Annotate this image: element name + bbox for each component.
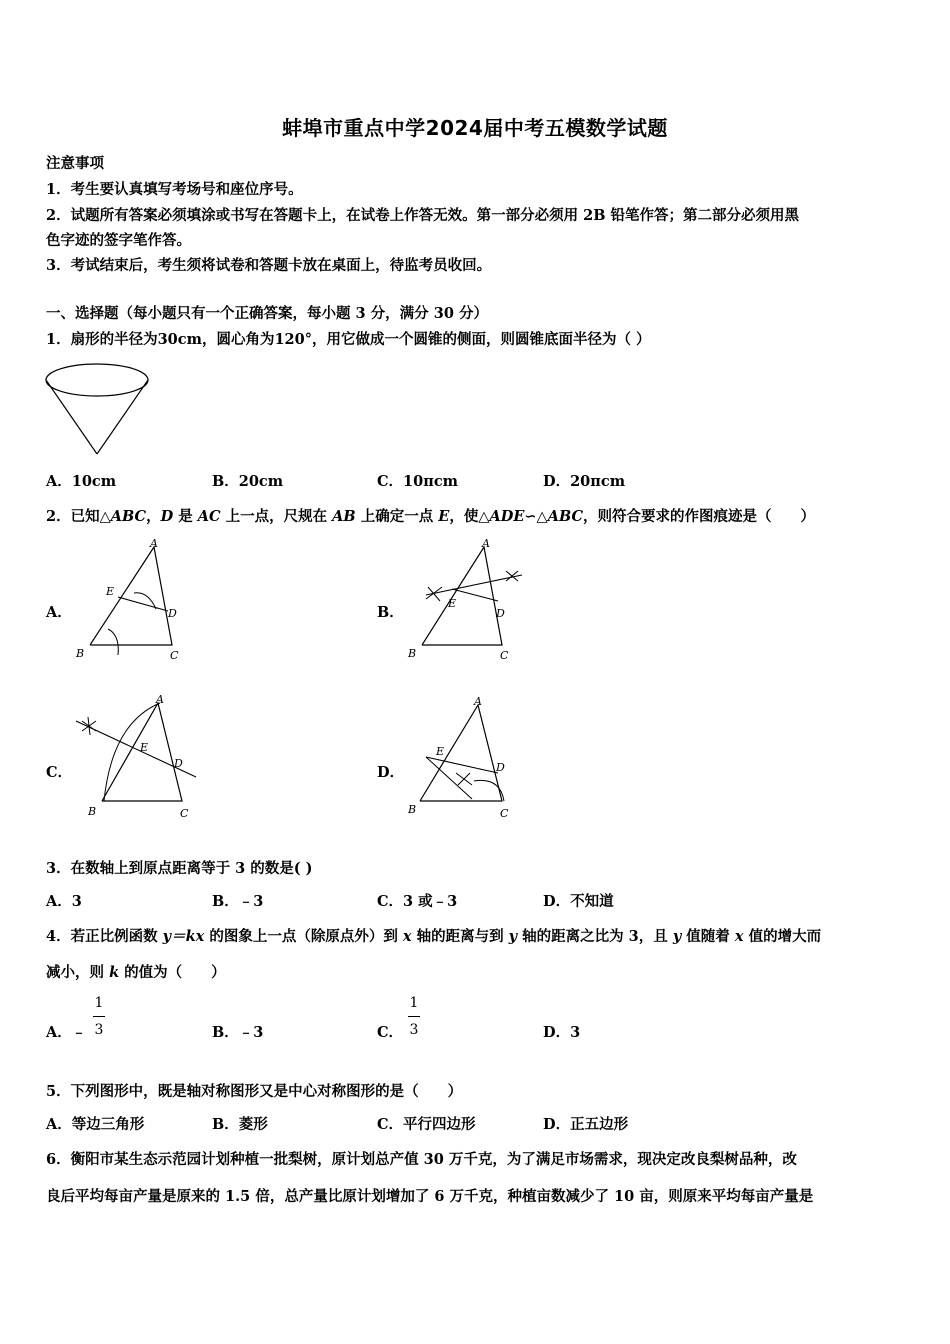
q2-figure-d [402,693,532,823]
svg-text:B: B [408,803,417,816]
notice-item-3: 3．考试结束后，考生须将试卷和答题卡放在桌面上，待监考员收回。 [46,257,492,274]
svg-text:D: D [174,757,183,770]
q4-option-b[interactable]: B．﹣3 [212,1024,264,1041]
svg-text:A: A [482,537,490,550]
notice-item-2-line-1: 2．试题所有答案必须填涂或书写在答题卡上，在试卷上作答无效。第一部分必须用 2B 铅笔作答；第二部分必须用黑 [46,207,800,224]
q4-option-a[interactable]: A．﹣ [46,1024,87,1041]
q3-option-c[interactable]: C．3 或﹣3 [377,893,458,910]
q3-stem: 3．在数轴上到原点距离等于 3 的数是( ) [46,860,313,877]
svg-text:C: C [180,807,189,820]
q5-option-d[interactable]: D．正五边形 [543,1116,629,1133]
q1-stem: 1．扇形的半径为30cm，圆心角为120°，用它做成一个圆锥的侧面，则圆锥底面半径为（ ） [46,331,651,348]
q4-option-a-frac-bar [93,1016,105,1017]
svg-text:B: B [88,805,97,818]
cone-side-left [46,380,97,454]
notice-item-1: 1．考生要认真填写考场号和座位序号。 [46,181,303,198]
q1-option-b[interactable]: B．20cm [212,473,284,490]
q2-option-c-label[interactable]: C． [46,764,73,781]
q3-option-b[interactable]: B．﹣3 [212,893,264,910]
point-a-label: A [150,537,158,550]
cone-side-right [97,380,148,454]
point-d-label: D [168,607,177,620]
svg-text:C: C [500,807,509,820]
svg-text:C: C [500,649,509,662]
svg-text:E: E [436,745,445,758]
q3-option-d[interactable]: D．不知道 [543,893,614,910]
q6-stem-line-1: 6．衡阳市某生态示范园计划种植一批梨树，原计划总产值 30 万千克，为了满足市场需求，现决定改良梨树品种，改 [46,1151,797,1168]
q1-option-c[interactable]: C．10πcm [377,473,459,490]
svg-text:D: D [496,607,505,620]
q2-figure-a [70,535,190,660]
page-title: 蚌埠市重点中学2024届中考五模数学试题 [282,116,668,140]
q5-option-a[interactable]: A．等边三角形 [46,1116,145,1133]
cone-figure [44,360,156,460]
q4-option-a-frac-den: 3 [94,1022,104,1038]
q4-option-a-frac-num: 1 [94,995,104,1011]
q5-option-b[interactable]: B．菱形 [212,1116,268,1133]
q2-stem: 2．已知△ABC，D 是 AC 上一点，尺规在 AB 上确定一点 E，使△ADE∽△ABC，则符合要求的作图痕迹是（ ） [46,508,816,525]
q2-figure-c [70,693,210,823]
svg-text:E: E [140,741,149,754]
svg-text:E: E [448,597,457,610]
q4-option-c-frac-num: 1 [409,995,419,1011]
q6-stem-line-2: 良后平均每亩产量是原来的 1.5 倍，总产量比原计划增加了 6 万千克，种植亩数减少了 10 亩，则原来平均每亩产量是 [46,1188,814,1205]
q2-option-a-label[interactable]: A． [46,604,72,621]
q2-option-b-label[interactable]: B． [377,604,404,621]
svg-text:A: A [474,695,482,708]
q4-stem-line-1: 4．若正比例函数 y＝kx 的图象上一点（除原点外）到 x 轴的距离与到 y 轴的距离之比为 3，且 y 值随着 x 值的增大而 [46,928,822,945]
q4-stem-line-2: 减小，则 k 的值为（ ） [46,964,226,981]
q5-stem: 5．下列图形中，既是轴对称图形又是中心对称图形的是（ ） [46,1083,463,1100]
cone-base-ellipse [46,364,148,396]
q4-option-c[interactable]: C． [377,1024,404,1041]
notice-item-2-line-2: 色字迹的签字笔作答。 [46,232,191,249]
q1-option-a[interactable]: A．10cm [46,473,117,490]
q4-option-d[interactable]: D．3 [543,1024,581,1041]
q3-option-a[interactable]: A．3 [46,893,82,910]
q1-option-d[interactable]: D．20πcm [543,473,626,490]
point-c-label: C [170,649,179,662]
q2-figure-b [402,535,532,660]
q5-option-c[interactable]: C．平行四边形 [377,1116,476,1133]
section-heading: 一、选择题（每小题只有一个正确答案，每小题 3 分，满分 30 分） [46,305,488,322]
svg-text:D: D [496,761,505,774]
q2-option-d-label[interactable]: D． [377,764,405,781]
q4-option-c-frac-bar [408,1016,420,1017]
point-e-label: E [106,585,115,598]
svg-text:A: A [156,693,164,706]
svg-text:B: B [408,647,417,660]
q4-option-c-frac-den: 3 [409,1022,419,1038]
notice-heading: 注意事项 [46,155,104,172]
point-b-label: B [76,647,85,660]
